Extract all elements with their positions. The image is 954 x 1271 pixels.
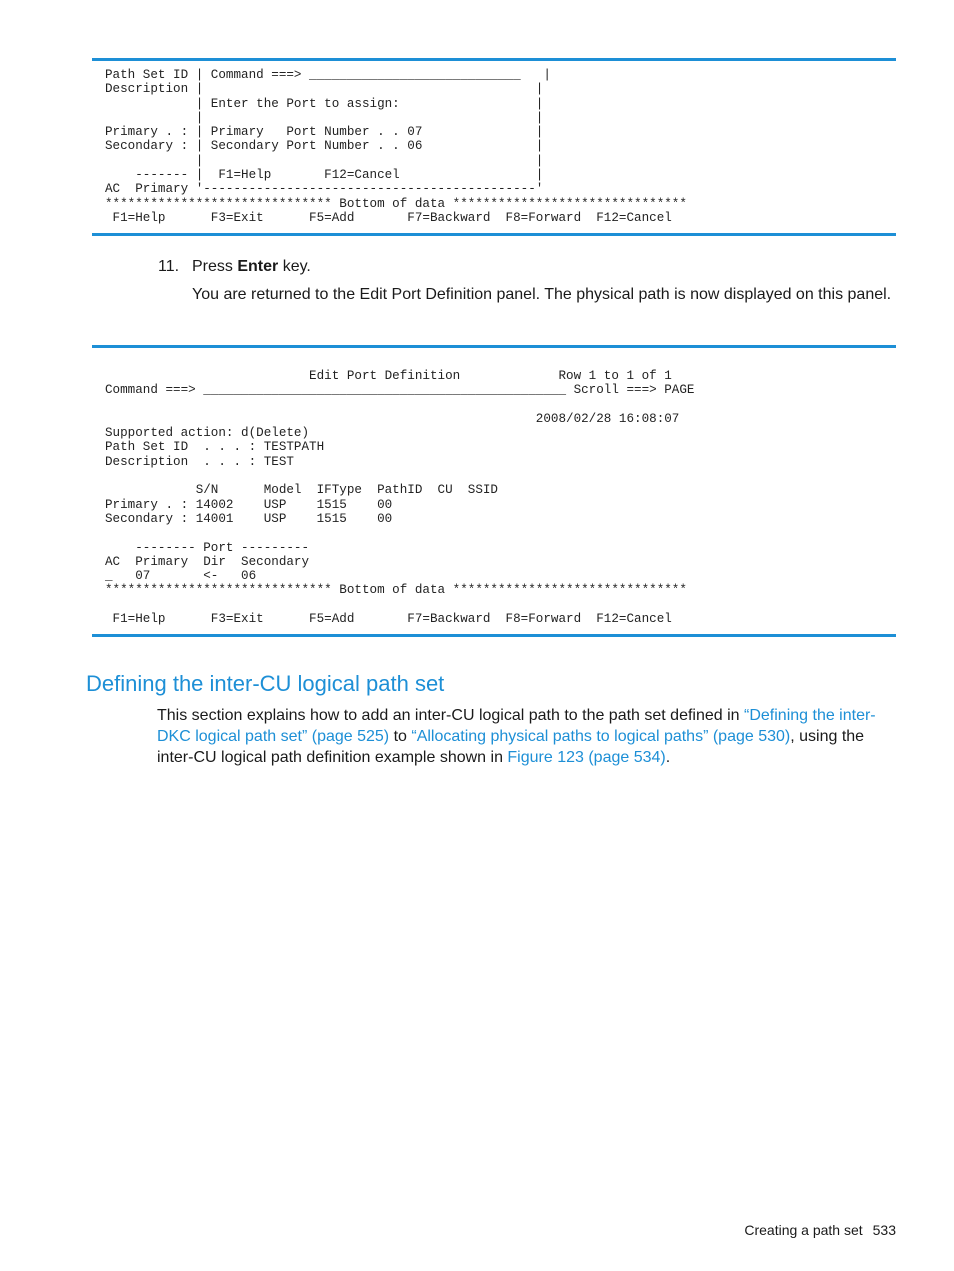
step-text-after: key. (278, 258, 311, 275)
footer-section-title: Creating a path set (744, 1222, 863, 1238)
paragraph-text: to (389, 728, 412, 745)
terminal-panel-port-assign (92, 58, 896, 236)
terminal-panel-edit-port-definition (92, 345, 896, 637)
step-11 (158, 256, 311, 277)
paragraph-text: This section explains how to add an inter-CU logical path to the path set defined in (157, 707, 745, 724)
section-paragraph (157, 705, 902, 768)
page-number: 533 (872, 1222, 896, 1238)
page-footer (744, 1222, 896, 1238)
step-11-description: You are returned to the Edit Port Definition panel. The physical path is now displayed on this panel. (192, 286, 892, 303)
paragraph-text: , using the inter-CU logical path definition example shown in (157, 728, 865, 766)
link-allocating-physical-paths[interactable]: “Allocating physical paths to logical paths” (page 530) (411, 728, 791, 745)
paragraph-text: . (665, 749, 671, 766)
step-number: 11. (158, 258, 180, 275)
link-figure-123[interactable]: Figure 123 (page 534) (507, 749, 666, 766)
key-name: Enter (237, 258, 279, 275)
terminal-text: Path Set ID | Command ===> ____________________________ | Description | | | Enter the Port to assign: | | | Primary . : | Primary Port Number . . 07 | Secondary : | Secondary Port Number . . 06 | | | ------- | F1=Help F12=Cancel | AC Primary '--------------------------------------------' ****************************** Bottom of data ******************************* F1=Help F3=Exit F5=Add F7=Backward F8=Forward F12=Cancel (105, 68, 687, 225)
link-inter-dkc-path-set[interactable]: “Defining the inter-DKC logical path set” (page 525) (157, 707, 876, 745)
step-text-before: Press (192, 258, 238, 275)
section-heading: Defining the inter-CU logical path set (86, 671, 445, 696)
terminal-text: Edit Port Definition Row 1 to 1 of 1 Command ===> ________________________________________________ Scroll ===> PAGE 2008/02/28 16:08:07 Supported action: d(Delete) Path Set ID . . . : TESTPATH Description . . . : TEST S/N Model IFType PathID CU SSID Primary . : 14002 USP 1515 00 Secondary : 14001 USP 1515 00 -------- Port --------- AC Primary Dir Secondary _ 07 <- 06 ****************************** Bottom of data ******************************* F1=Help F3=Exit F5=Add F7=Backward F8=Forward F12=Cancel (105, 369, 695, 627)
